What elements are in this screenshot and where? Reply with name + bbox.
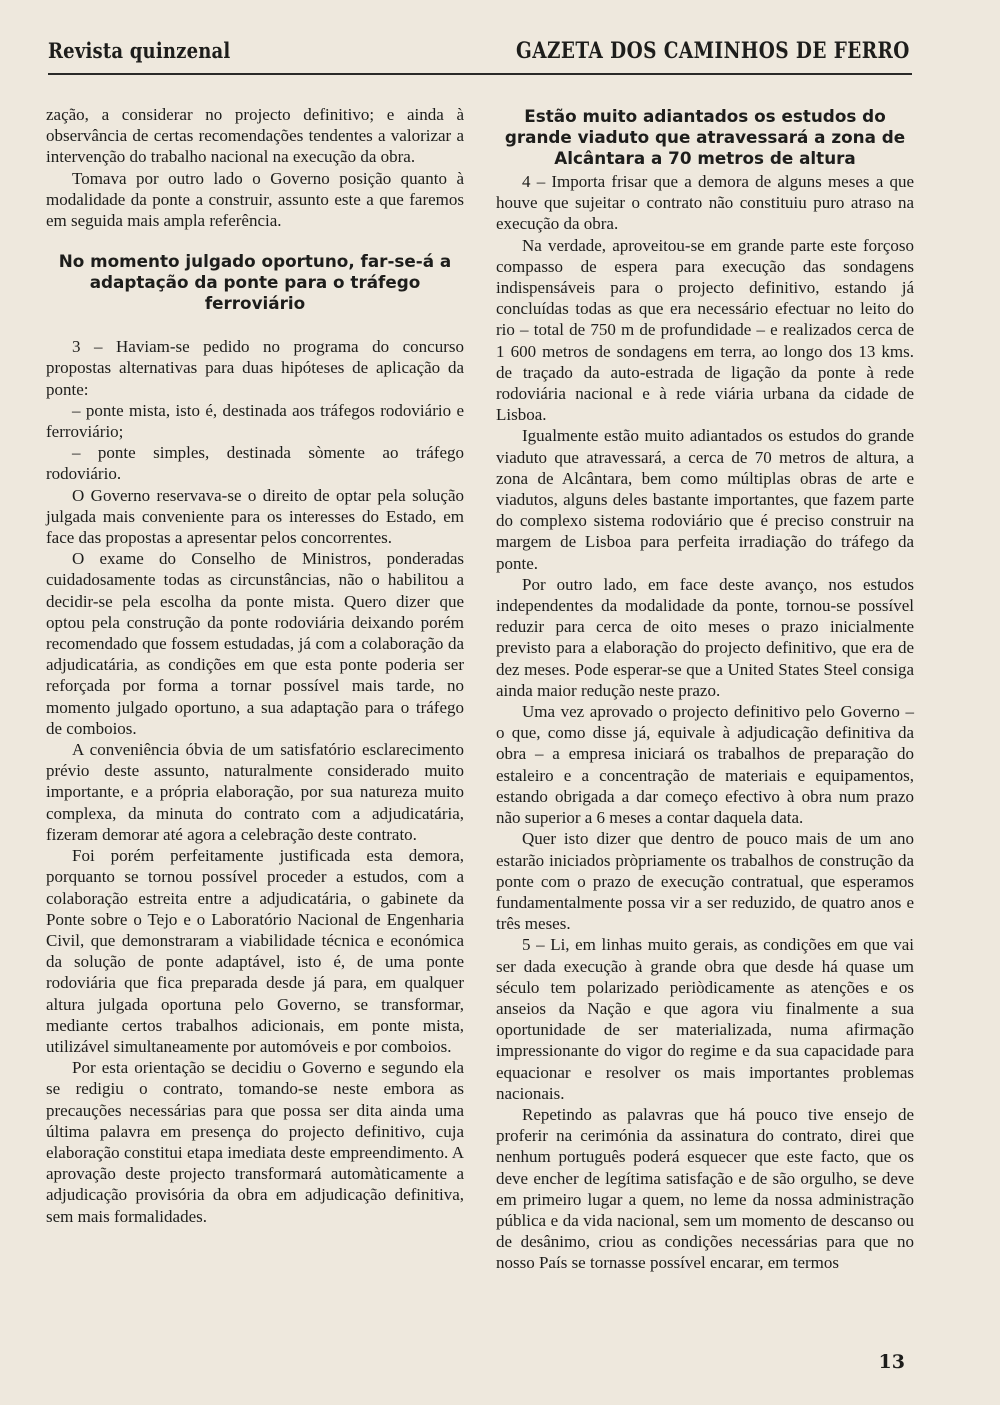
header-rule	[48, 73, 912, 75]
paragraph: Por esta orientação se decidiu o Governo e segundo ela se redigiu o contrato, tomando-se neste embora as precauções necessárias para que possa ser dita ainda uma última palavra em presença do projecto definitivo, cuja elaboração constitui etapa imediata deste empreendimento. A aprovação deste projecto transformará automàticamente a adjudicação provisória da obra em adjudicação definitiva, sem mais formalidades.	[46, 1058, 464, 1226]
paragraph: O exame do Conselho de Ministros, ponderadas cuidadosamente todas as circunstâncias, não o habilitou a decidir-se pela escolha da ponte mista. Quero dizer que optou pela construção da ponte rodoviária deixando porém recomendado que fossem estudadas, já com a colaboração da adjudicatária, as condições em que esta ponte poderia ser reforçada por forma a tornar possível mais tarde, no momento julgado oportuno, a sua adaptação para o tráfego de comboios.	[46, 549, 464, 738]
page-number: 13	[878, 1351, 905, 1373]
paragraph: 5 – Li, em linhas muito gerais, as condições em que vai ser dada execução à grande obra que desde há quase um século tem polarizado periòdicamente as atenções e os anseios da Nação e que agora viu finalmente a sua oportunidade de ser materializada, numa afirmação impressionante do vigor do regime e da sua capacidade para equacionar e resolver os mais importantes problemas nacionais.	[496, 935, 914, 1103]
magazine-title: GAZETA DOS CAMINHOS DE FERRO	[516, 38, 910, 64]
paragraph: Por outro lado, em face deste avanço, nos estudos independentes da modalidade da ponte, tornou-se possível reduzir para cerca de oito meses o prazo inicialmente previsto para a elaboração do projecto definitivo, que era de dez meses. Pode esperar-se que a United States Steel consiga ainda maior redução neste prazo.	[496, 574, 914, 700]
paragraph: Tomava por outro lado o Governo posição quanto à modalidade da ponte a construir, assunto este a que faremos em seguida mais ampla referência.	[46, 168, 464, 231]
section-heading: Estão muito adiantados os estudos do grande viaduto que atravessará a zona de Alcântara a 70 metros de altura	[504, 106, 906, 168]
paragraph: Quer isto dizer que dentro de pouco mais de um ano estarão iniciados pròpriamente os trabalhos de construção da ponte com o prazo de execução contratual, que esperamos fundamentalmente possa vir a ser reduzido, de quatro anos e três meses.	[496, 829, 914, 934]
paragraph: Repetindo as palavras que há pouco tive ensejo de proferir na cerimónia da assinatura do contrato, direi que nenhum português poderá esquecer que este facto, que os deve encher de legítima satisfação e de são orgulho, se deve em primeiro lugar a quem, no leme da nossa administração pública e da vida nacional, sem um momento de descanso ou de desânimo, criou as condições necessárias para que no nosso País se tornasse possível encarar, em termos	[496, 1104, 914, 1273]
paragraph: 3 – Haviam-se pedido no programa do concurso propostas alternativas para duas hipóteses de aplicação da ponte:	[46, 337, 464, 399]
left-column	[46, 104, 464, 1227]
paragraph: Igualmente estão muito adiantados os estudos do grande viaduto que atravessará, a cerca de 70 metros de altura, a zona de Alcântara, bem como múltiplas obras de arte e viadutos, alguns deles bastante importantes, que fazem parte do complexo sistema rodoviário que é preciso construir na margem de Lisboa para perfeita irradiação do tráfego da ponte.	[496, 426, 914, 573]
right-column	[496, 104, 914, 1274]
section-heading: No momento julgado oportuno, far-se-á a adaptação da ponte para o tráfego ferroviário	[58, 251, 452, 314]
paragraph: Foi porém perfeitamente justificada esta demora, porquanto se tornou possível proceder a estudos, com a colaboração estreita entre a adjudicatária, o gabinete da Ponte sobre o Tejo e o Laboratório Nacional de Engenharia Civil, que demonstraram a viabilidade técnica e económica da solução de ponte adaptável, isto é, de uma ponte rodoviária que fica preparada desde já para, em qualquer altura julgada oportuna pelo Governo, se transformar, mediante certos trabalhos adicionais, em ponte mista, utilizável simultaneamente por automóveis e por comboios.	[46, 846, 464, 1056]
paragraph: Uma vez aprovado o projecto definitivo pelo Governo – o que, como disse já, equivale à adjudicação definitiva da obra – a empresa iniciará os trabalhos de preparação do estaleiro e a concentração de materiais e equipamentos, estando obrigada a dar começo efectivo à obra num prazo não superior a 6 meses a contar daquela data.	[496, 702, 914, 828]
paragraph: 4 – Importa frisar que a demora de alguns meses a que houve que sujeitar o contrato não constituiu puro atraso na execução da obra.	[496, 172, 914, 234]
paragraph: – ponte simples, destinada sòmente ao tráfego rodoviário.	[46, 443, 464, 484]
paragraph: O Governo reservava-se o direito de optar pela solução julgada mais conveniente para os interesses do Estado, em face das propostas a apresentar pelos concorrentes.	[46, 485, 464, 548]
paragraph: Na verdade, aproveitou-se em grande parte este forçoso compasso de espera para execução das sondagens indispensáveis para o projecto definitivo, estando já concluídas todas as que era necessário efectuar no leito do rio – total de 750 m de profundidade – e realizados cerca de 1 600 metros de sondagens em terra, ao longo dos 13 kms. de traçado da auto-estrada de ligação da ponte à rede rodoviária nacional e à rede viária urbana da cidade de Lisboa.	[496, 235, 914, 425]
paragraph: – ponte mista, isto é, destinada aos tráfegos rodoviário e ferroviário;	[46, 400, 464, 442]
magazine-periodicity: Revista quinzenal	[48, 38, 231, 63]
paragraph: A conveniência óbvia de um satisfatório esclarecimento prévio deste assunto, naturalmente considerado muito importante, e a própria elaboração, por sua natureza muito complexa, da minuta do contrato com a adjudicatária, fizeram demorar até agora a celebração deste contrato.	[46, 740, 464, 844]
paragraph: zação, a considerar no projecto definitivo; e ainda à observância de certas recomendações tendentes a valorizar a intervenção do trabalho nacional na execução da obra.	[46, 105, 464, 167]
